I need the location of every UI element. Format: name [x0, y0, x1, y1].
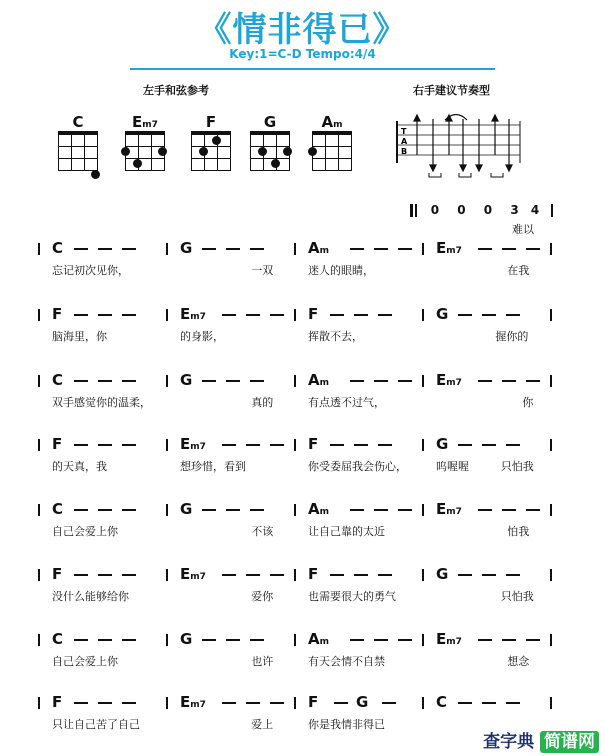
beat-dash: [74, 314, 88, 316]
measure-chord: F: [52, 693, 63, 711]
bar-line: [422, 504, 424, 516]
chord-suffix: m7: [446, 637, 462, 647]
string-line: [338, 135, 339, 170]
beat-dash: [98, 248, 112, 250]
bar-line: [422, 243, 424, 255]
beat-dash: [478, 639, 492, 641]
right-hand-label: 右手建议节奏型: [413, 84, 490, 97]
chord-diagram-name: Em7: [132, 113, 158, 131]
beat-dash: [74, 444, 88, 446]
bar-line: [294, 375, 296, 387]
string-line: [84, 135, 85, 170]
beat-dash: [374, 248, 388, 250]
beat-dash: [122, 444, 136, 446]
bar-line: [166, 569, 168, 581]
lyric-text: 忘记初次见你，: [52, 264, 129, 277]
watermark: [483, 727, 599, 752]
lyric-text: 让自己靠的太近: [308, 525, 385, 538]
bar-line: [422, 697, 424, 709]
measure-row: [38, 432, 558, 488]
beat-dash: [270, 702, 284, 704]
measure-chord: Am: [308, 371, 329, 389]
string-line: [151, 135, 152, 170]
beat-dash: [526, 248, 540, 250]
beat-dash: [502, 639, 516, 641]
chord-diagram: [189, 114, 233, 171]
chord-diagram-name: G: [263, 113, 277, 131]
lyric-text: 只怕我: [500, 590, 534, 603]
chord-suffix: m7: [446, 246, 462, 256]
beat-dash: [478, 509, 492, 511]
beat-dash: [122, 702, 136, 704]
beat-dash: [270, 574, 284, 576]
fret-line: [59, 158, 97, 159]
finger-dot: [199, 147, 208, 156]
bar-line: [422, 439, 424, 451]
measure-chord: C: [52, 371, 64, 389]
lyric-text: 有点透不过气，: [308, 396, 385, 409]
lyric-text: 你是我情非得已: [308, 718, 385, 731]
chord-suffix: m: [319, 246, 329, 256]
beat-dash: [378, 574, 392, 576]
string-line: [71, 135, 72, 170]
lyric-text: 的身影，: [180, 330, 224, 343]
chord-suffix: m7: [190, 572, 206, 582]
beat-dash: [270, 444, 284, 446]
chord-diagram-name: C: [72, 113, 84, 131]
intro-beat: 0: [483, 203, 493, 217]
chord-suffix: m7: [446, 378, 462, 388]
beat-dash: [270, 314, 284, 316]
measure-row: [38, 690, 558, 746]
beat-dash: [222, 314, 236, 316]
beat-dash: [74, 702, 88, 704]
chord-suffix: m7: [142, 120, 158, 130]
beat-dash: [250, 509, 264, 511]
rhythm-pattern: [395, 111, 525, 183]
bar-line: [550, 243, 552, 255]
measure-chord: Am: [308, 630, 329, 648]
measure-chord: F: [308, 435, 319, 453]
fretboard-grid: [250, 131, 290, 171]
bar-line: [38, 697, 40, 709]
string-line: [325, 135, 326, 170]
measure-chord: C: [436, 693, 448, 711]
beat-dash: [354, 314, 368, 316]
finger-dot: [158, 147, 167, 156]
chord-suffix: m: [319, 507, 329, 517]
chord-diagram: [310, 114, 354, 171]
fretboard-grid: [125, 131, 165, 171]
beat-dash: [354, 444, 368, 446]
beat-dash: [482, 574, 496, 576]
tab-string-t: T: [401, 127, 407, 136]
measure-row: [38, 497, 558, 553]
chord-suffix: m7: [190, 312, 206, 322]
bar-line: [550, 309, 552, 321]
measure-chord: Em7: [180, 693, 206, 711]
bar-line: [422, 634, 424, 646]
bar-line: [166, 439, 168, 451]
beat-dash: [246, 702, 260, 704]
measure-chord: Em7: [180, 305, 206, 323]
bar-line: [38, 569, 40, 581]
beat-dash: [222, 444, 236, 446]
beat-dash: [246, 444, 260, 446]
chord-suffix: m: [319, 637, 329, 647]
beat-dash: [246, 314, 260, 316]
bar-line: [166, 309, 168, 321]
beat-dash: [250, 380, 264, 382]
lyric-text: 爱你: [251, 590, 274, 603]
lyric-text: 脑海里，你: [52, 330, 107, 343]
finger-dot: [283, 147, 292, 156]
chord-diagram-name: F: [205, 113, 217, 131]
beat-dash: [398, 639, 412, 641]
fret-line: [192, 146, 230, 147]
lyric-text: 也许: [251, 655, 274, 668]
measure-chord: Am: [308, 239, 329, 257]
beat-dash: [122, 509, 136, 511]
beat-dash: [226, 509, 240, 511]
beat-dash: [526, 380, 540, 382]
lyric-text: 你受委屈我会伤心，: [308, 460, 407, 473]
bar-line: [550, 439, 552, 451]
measure-chord: G: [436, 305, 449, 323]
lyric-text: 只让自己苦了自己: [52, 718, 140, 731]
bar-line: [550, 634, 552, 646]
measure-chord: Em7: [180, 435, 206, 453]
bar-line: [38, 504, 40, 516]
beat-dash: [330, 574, 344, 576]
beat-dash: [202, 248, 216, 250]
lyric-text: 想珍惜，看到: [180, 460, 246, 473]
beat-dash: [350, 248, 364, 250]
beat-dash: [122, 314, 136, 316]
beat-dash: [374, 509, 388, 511]
beat-dash: [226, 380, 240, 382]
measure-chord: C: [52, 239, 64, 257]
measure-row: [38, 627, 558, 683]
measure-chord: G: [180, 500, 193, 518]
beat-dash: [502, 248, 516, 250]
lyric-text: 自己会爱上你: [52, 655, 118, 668]
bar-line: [294, 243, 296, 255]
measure-row: [38, 562, 558, 618]
beat-dash: [122, 248, 136, 250]
beat-dash: [350, 380, 364, 382]
beat-dash: [478, 248, 492, 250]
measure-chord: F: [308, 305, 319, 323]
beat-dash: [202, 509, 216, 511]
bar-line: [38, 309, 40, 321]
beat-dash: [98, 509, 112, 511]
beat-dash: [506, 702, 520, 704]
chord-diagram: [123, 114, 167, 171]
bar-line: [294, 504, 296, 516]
beat-dash: [506, 314, 520, 316]
beat-dash: [226, 639, 240, 641]
bar-line: [294, 309, 296, 321]
beat-dash: [378, 314, 392, 316]
beat-dash: [74, 380, 88, 382]
beat-dash: [122, 639, 136, 641]
beat-dash: [74, 639, 88, 641]
measure-chord: Em7: [436, 500, 462, 518]
chord-diagram: [248, 114, 292, 171]
measure-chord: G: [180, 630, 193, 648]
measure-chord: Em7: [436, 630, 462, 648]
beat-dash: [74, 574, 88, 576]
lyric-text: 握你的: [495, 330, 529, 343]
watermark-badge: 简谱网: [540, 731, 599, 753]
lyric-text: 的天真，我: [52, 460, 107, 473]
fret-line: [313, 158, 351, 159]
beat-dash: [398, 380, 412, 382]
tab-string-a: A: [401, 137, 408, 146]
chord-diagram: [56, 114, 100, 171]
lyric-text: 没什么能够给你: [52, 590, 129, 603]
measure-chord: G: [436, 435, 449, 453]
watermark-text: 查字典: [483, 732, 535, 752]
beat-dash: [330, 444, 344, 446]
bar-line: [38, 634, 40, 646]
measure-row: [38, 302, 558, 358]
beat-dash: [250, 639, 264, 641]
beat-dash: [334, 702, 348, 704]
intro-end-bar: [551, 204, 553, 217]
measure-row: [38, 368, 558, 424]
beat-dash: [122, 574, 136, 576]
lyric-text: 爱上: [251, 718, 274, 731]
bar-line: [294, 439, 296, 451]
chord-suffix: m7: [446, 507, 462, 517]
fretboard-grid: [312, 131, 352, 171]
title-divider: [130, 68, 495, 70]
chord-suffix: m7: [190, 700, 206, 710]
intro-bar: [410, 204, 413, 217]
measure-chord: F: [308, 693, 319, 711]
fret-line: [192, 158, 230, 159]
bar-line: [422, 375, 424, 387]
measure-chord: G: [180, 371, 193, 389]
beat-dash: [98, 639, 112, 641]
beat-dash: [246, 574, 260, 576]
beat-dash: [202, 639, 216, 641]
beat-dash: [458, 574, 472, 576]
beat-dash: [374, 380, 388, 382]
intro-lyric: 难以: [512, 223, 534, 236]
beat-dash: [98, 702, 112, 704]
lyric-text: 挥散不去，: [308, 330, 363, 343]
beat-dash: [222, 574, 236, 576]
lyric-text: 自己会爱上你: [52, 525, 118, 538]
intro-notation: [410, 203, 553, 217]
beat-dash: [458, 314, 472, 316]
beat-dash: [202, 380, 216, 382]
lyric-text: 不该: [251, 525, 274, 538]
beat-dash: [350, 509, 364, 511]
bar-line: [550, 569, 552, 581]
beat-dash: [482, 702, 496, 704]
finger-dot: [133, 159, 142, 168]
beat-dash: [506, 444, 520, 446]
finger-dot: [308, 147, 317, 156]
beat-dash: [382, 702, 396, 704]
beat-dash: [74, 509, 88, 511]
beat-dash: [330, 314, 344, 316]
beat-dash: [482, 314, 496, 316]
lyric-text: 在我: [507, 264, 530, 277]
beat-dash: [478, 380, 492, 382]
beat-dash: [378, 444, 392, 446]
measure-row: [38, 236, 558, 292]
beat-dash: [250, 248, 264, 250]
beat-dash: [398, 248, 412, 250]
beat-dash: [502, 509, 516, 511]
finger-dot: [258, 147, 267, 156]
bar-line: [166, 697, 168, 709]
measure-chord: Am: [308, 500, 329, 518]
measure-chord: C: [52, 630, 64, 648]
beat-dash: [458, 444, 472, 446]
measure-chord: Em7: [180, 565, 206, 583]
lyric-text: 迷人的眼睛，: [308, 264, 374, 277]
chord-suffix: m7: [190, 442, 206, 452]
lyric-text: 双手感觉你的温柔，: [52, 396, 151, 409]
intro-beat: 0: [430, 203, 440, 217]
lyric-text: 呜喔喔: [436, 460, 469, 473]
fret-line: [313, 146, 351, 147]
bar-line: [38, 243, 40, 255]
lyric-text: 有天会情不自禁: [308, 655, 385, 668]
fret-line: [251, 158, 289, 159]
beat-dash: [74, 248, 88, 250]
fret-line: [126, 146, 164, 147]
beat-dash: [526, 639, 540, 641]
lyric-text: 一双: [251, 264, 274, 277]
finger-dot: [91, 170, 100, 179]
measure-chord: F: [52, 435, 63, 453]
bar-line: [166, 375, 168, 387]
fretboard-grid: [58, 131, 98, 171]
intro-beat: 0: [457, 203, 466, 217]
measure-chord: C: [52, 500, 64, 518]
fret-line: [251, 146, 289, 147]
bar-line: [294, 634, 296, 646]
lyric-text: 想念: [507, 655, 530, 668]
lyric-text: 你: [522, 396, 534, 409]
beat-dash: [98, 574, 112, 576]
song-title: 《情非得已》: [197, 10, 408, 50]
beat-dash: [98, 380, 112, 382]
lyric-text: 真的: [251, 396, 274, 409]
measure-chord: Em7: [436, 239, 462, 257]
bar-line: [422, 569, 424, 581]
beat-dash: [374, 639, 388, 641]
bar-line: [422, 309, 424, 321]
beat-dash: [526, 509, 540, 511]
beat-dash: [122, 380, 136, 382]
lyric-text: 怕我: [507, 525, 530, 538]
bar-line: [38, 375, 40, 387]
beat-dash: [222, 702, 236, 704]
measure-chord: G: [180, 239, 193, 257]
measure-chord: F: [52, 305, 63, 323]
measure-chord: F: [308, 565, 319, 583]
measure-chord: Em7: [436, 371, 462, 389]
chord-suffix: m: [319, 378, 329, 388]
bar-line: [38, 439, 40, 451]
fret-line: [126, 158, 164, 159]
fretboard-grid: [191, 131, 231, 171]
bar-line: [166, 504, 168, 516]
left-hand-label: 左手和弦参考: [143, 84, 209, 97]
chord-diagram-name: Am: [321, 113, 343, 131]
bar-line: [166, 634, 168, 646]
beat-dash: [226, 248, 240, 250]
finger-dot: [212, 136, 221, 145]
bar-line: [294, 569, 296, 581]
key-tempo: Key:1=C-D Tempo:4/4: [229, 47, 376, 61]
fret-line: [59, 146, 97, 147]
bar-line: [550, 504, 552, 516]
beat-dash: [354, 574, 368, 576]
intro-beat: 4: [530, 203, 540, 217]
beat-dash: [506, 574, 520, 576]
tab-string-b: B: [401, 147, 408, 156]
beat-dash: [98, 314, 112, 316]
beat-dash: [98, 444, 112, 446]
measure-chord: F: [52, 565, 63, 583]
measure-chord: G: [356, 693, 369, 711]
finger-dot: [121, 147, 130, 156]
beat-dash: [482, 444, 496, 446]
beat-dash: [350, 639, 364, 641]
chord-suffix: m: [333, 120, 343, 130]
bar-line: [166, 243, 168, 255]
beat-dash: [398, 509, 412, 511]
bar-line: [550, 697, 552, 709]
intro-bar-thin: [415, 204, 417, 217]
measure-chord: G: [436, 565, 449, 583]
beat-dash: [502, 380, 516, 382]
beat-dash: [458, 702, 472, 704]
lyric-text: 也需要很大的勇气: [308, 590, 396, 603]
bar-line: [550, 375, 552, 387]
finger-dot: [271, 159, 280, 168]
intro-beat: 3: [510, 203, 519, 217]
bar-line: [294, 697, 296, 709]
lyric-text: 只怕我: [500, 460, 534, 473]
